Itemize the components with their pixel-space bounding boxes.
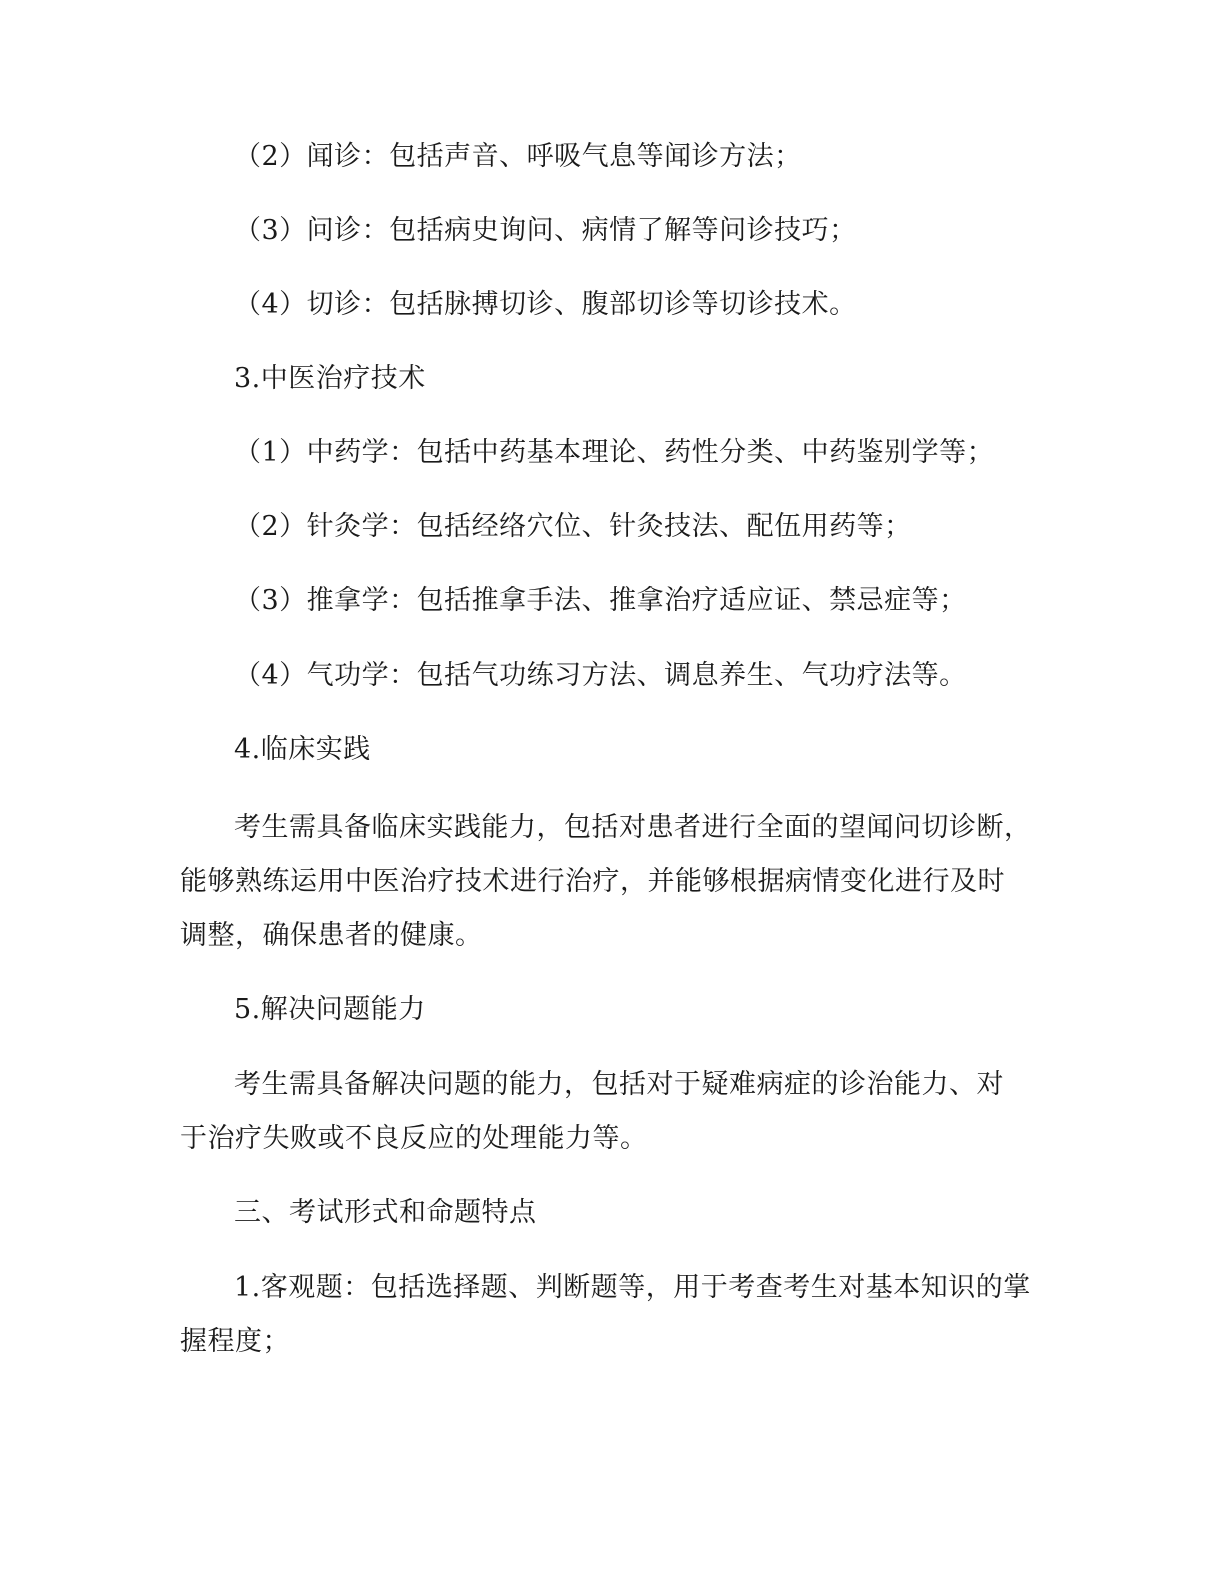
- treatment-item-qigong: （4）气功学：包括气功练习方法、调息养生、气功疗法等。: [234, 660, 967, 691]
- diagnosis-item-inquiry: （3）问诊：包括病史询问、病情了解等问诊技巧；: [234, 215, 857, 246]
- part3-heading: 三、考试形式和命题特点: [234, 1197, 537, 1228]
- section5-paragraph-line-2: 于治疗失败或不良反应的处理能力等。: [180, 1123, 648, 1154]
- treatment-item-herbal: （1）中药学：包括中药基本理论、药性分类、中药鉴别学等；: [234, 437, 995, 468]
- section4-paragraph-line-2: 能够熟练运用中医治疗技术进行治疗，并能够根据病情变化进行及时: [180, 866, 1005, 897]
- section5-paragraph-line-1: 考生需具备解决问题的能力，包括对于疑难病症的诊治能力、对: [234, 1069, 1004, 1100]
- treatment-item-tuina: （3）推拿学：包括推拿手法、推拿治疗适应证、禁忌症等；: [234, 585, 967, 616]
- section4-heading: 4.临床实践: [234, 734, 371, 765]
- section4-paragraph-line-1: 考生需具备临床实践能力，包括对患者进行全面的望闻问切诊断，: [234, 812, 1032, 843]
- diagnosis-item-palpation: （4）切诊：包括脉搏切诊、腹部切诊等切诊技术。: [234, 289, 857, 320]
- section3-heading: 3.中医治疗技术: [234, 363, 426, 394]
- treatment-item-acupuncture: （2）针灸学：包括经络穴位、针灸技法、配伍用药等；: [234, 511, 912, 542]
- part3-item1-line-2: 握程度；: [180, 1326, 290, 1357]
- section4-paragraph-line-3: 调整，确保患者的健康。: [180, 920, 483, 951]
- section5-heading: 5.解决问题能力: [234, 994, 426, 1025]
- diagnosis-item-smell: （2）闻诊：包括声音、呼吸气息等闻诊方法；: [234, 141, 802, 172]
- part3-item1-line-1: 1.客观题：包括选择题、判断题等，用于考查考生对基本知识的掌: [234, 1272, 1031, 1303]
